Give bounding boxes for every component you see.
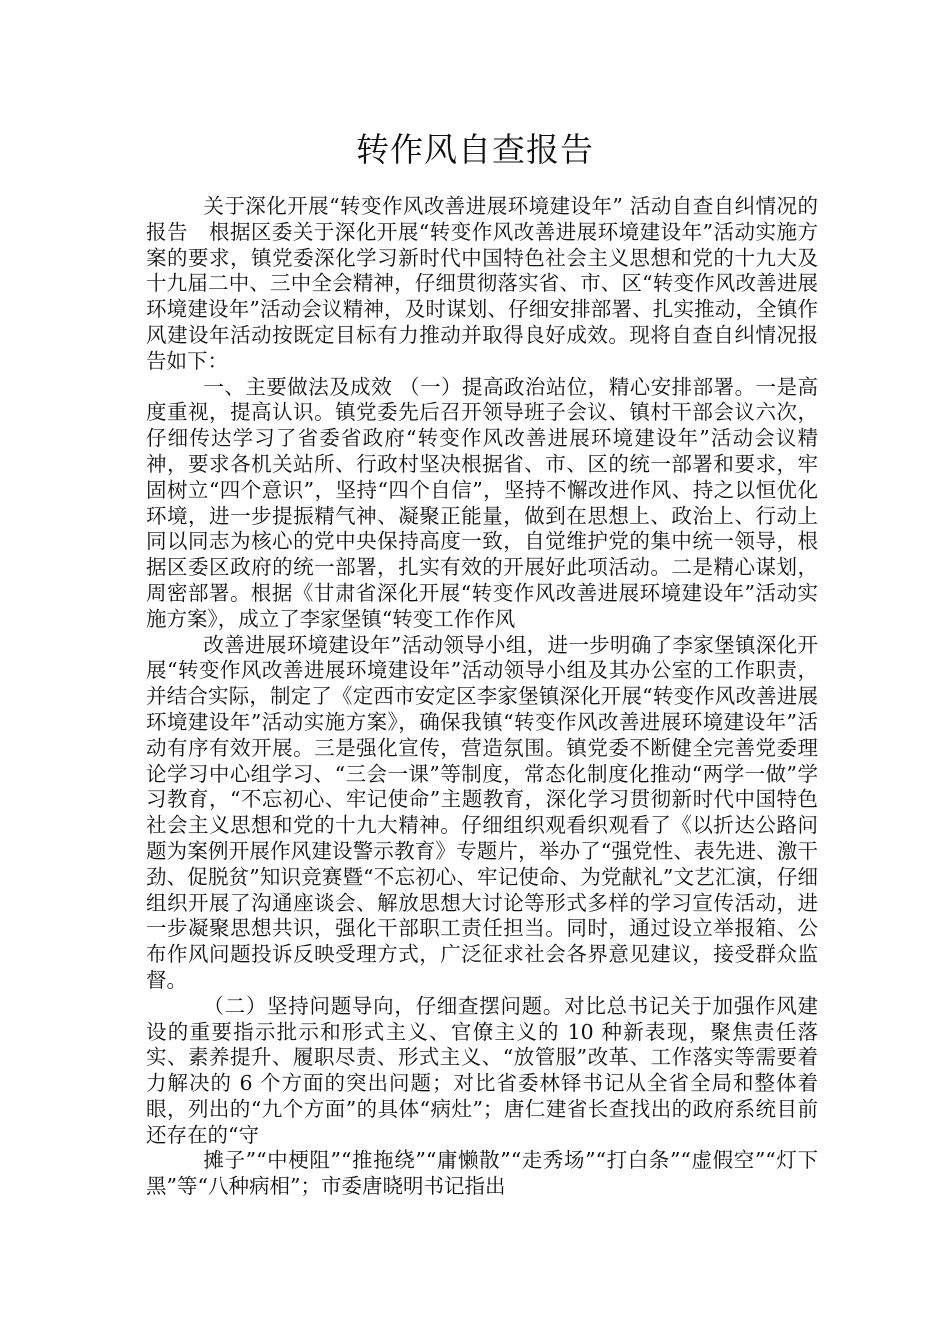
paragraph-section-two: （二）坚持问题导向，仔细查摆问题。对比总书记关于加强作风建设的重要指示批示和形式主义、官僚主义的 10 种新表现，聚焦责任落实、素养提升、履职尽责、形式主义、“放管服”改革、工作落实等需要着力解决的 6 个方面的突出问题；对比省委林铎书记从全省全局和整体着眼，列出的“九个方面”的具体“病灶”；唐仁建省长查找出的政府系统目前还存在的“守 (146, 993, 818, 1147)
paragraph-section-one: 一、主要做法及成效 （一）提高政治站位，精心安排部署。一是高度重视，提高认识。镇党委先后召开领导班子会议、镇村干部会议六次，仔细传达学习了省委省政府“转变作风改善进展环境建设年”活动会议精神，要求各机关站所、行政村坚决根据省、市、区的统一部署和要求，牢固树立“四个意识”，坚持“四个自信”，坚持不懈改进作风、持之以恒优化环境，进一步提振精气神、凝聚正能量，做到在思想上、政治上、行动上同以同志为核心的党中央保持高度一致，自觉维护党的集中统一领导，根据区委区政府的统一部署，扎实有效的开展好此项活动。二是精心谋划，周密部署。根据《甘肃省深化开展“转变作风改善进展环境建设年”活动实施方案》，成立了李家堡镇“转变工作作风 (146, 374, 818, 631)
paragraph-intro: 关于深化开展“转变作风改善进展环境建设年” 活动自查自纠情况的报告 根据区委关于深化开展“转变作风改善进展环境建设年”活动实施方案的要求，镇党委深化学习新时代中国特色社会主义思想和党的十九大及十九届二中、三中全会精神，仔细贯彻落实省、市、区“转变作风改善进展环境建设年”活动会议精神，及时谋划、仔细安排部署、扎实推动，全镇作风建设年活动按既定目标有力推动并取得良好成效。现将自查自纠情况报告如下： (146, 194, 818, 373)
paragraph-section-one-continued: 改善进展环境建设年”活动领导小组，进一步明确了李家堡镇深化开展“转变作风改善进展环境建设年”活动领导小组及其办公室的工作职责，并结合实际，制定了《定西市安定区李家堡镇深化开展“转变作风改善进展环境建设年”活动实施方案》，确保我镇“转变作风改善进展环境建设年”活动有序有效开展。三是强化宣传，营造氛围。镇党委不断健全完善党委理论学习中心组学习、“三会一课”等制度，常态化制度化推动“两学一做”学习教育，“不忘初心、牢记使命”主题教育，深化学习贯彻新时代中国特色社会主义思想和党的十九大精神。仔细组织观看织观看了《以折达公路问题为案例开展作风建设警示教育》专题片，举办了“强党性、表先进、激干劲、促脱贫”知识竞赛暨“不忘初心、牢记使命、为党献礼”文艺汇演，仔细组织开展了沟通座谈会、解放思想大讨论等形式多样的学习宣传活动，进一步凝聚思想共识，强化干部职工责任担当。同时，通过设立举报箱、公布作风问题投诉反映受理方式，广泛征求社会各界意见建议，接受群众监督。 (146, 632, 818, 992)
document-title: 转作风自查报告 (356, 130, 594, 169)
document-body (146, 194, 818, 1200)
paragraph-section-two-continued: 摊子”“中梗阻”“推拖绕”“庸懒散”“走秀场”“打白条”“虚假空”“灯下黑”等“八种病相”；市委唐晓明书记指出 (146, 1148, 818, 1199)
